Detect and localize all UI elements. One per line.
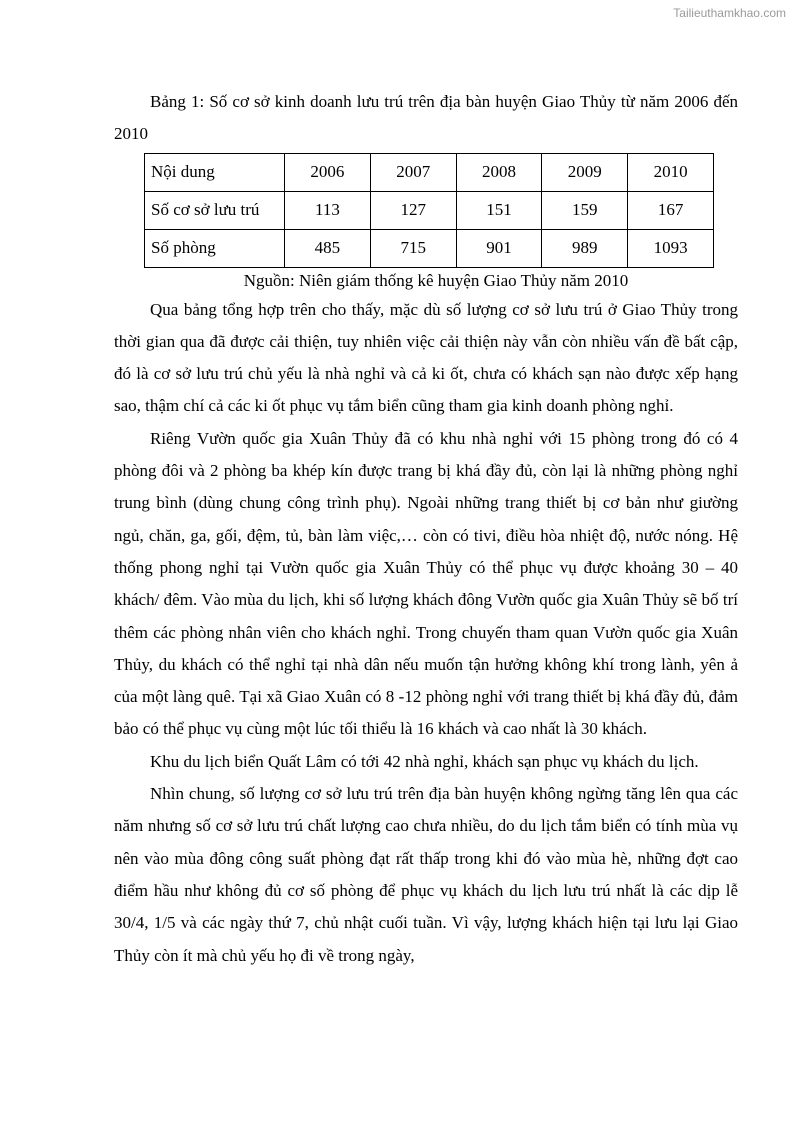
table-header-cell: 2008 [456,153,542,191]
table-cell: 485 [285,229,371,267]
table-row [145,229,714,267]
table-cell: 715 [370,229,456,267]
table-cell: Số phòng [145,229,285,267]
watermark: Tailieuthamkhao.com [673,6,786,20]
table-header-cell: 2006 [285,153,371,191]
table-cell: 989 [542,229,628,267]
table-source: Nguồn: Niên giám thống kê huyện Giao Thủy năm 2010 [243,270,629,290]
table-caption: Bảng 1: Số cơ sở kinh doanh lưu trú trên địa bàn huyện Giao Thủy từ năm 2006 đến 2010 [114,92,738,144]
table-cell: 113 [285,191,371,229]
table-cell: 901 [456,229,542,267]
table-row [145,191,714,229]
table-cell: 127 [370,191,456,229]
accommodation-table [144,153,714,268]
table-header-cell: 2007 [370,153,456,191]
paragraph: Nhìn chung, số lượng cơ sở lưu trú trên địa bàn huyện không ngừng tăng lên qua các năm nhưng số cơ sở lưu trú chất lượng cao chưa nhiều, do du lịch tắm biển có tính mùa vụ nên vào mùa đông công suất phòng đạt rất thấp trong khi đó vào mùa hè, những đợt cao điểm hầu như không đủ cơ số phòng để phục vụ khách du lịch lưu trú nhất là các dịp lễ 30/4, 1/5 và các ngày thứ 7, chủ nhật cuối tuần. Vì vậy, lượng khách hiện tại lưu lại Giao Thủy còn ít mà chủ yếu họ đi về trong ngày, [114,784,738,965]
table-header-row [145,153,714,191]
table-cell: 159 [542,191,628,229]
table-cell: 1093 [628,229,714,267]
table-cell: 167 [628,191,714,229]
document-body [114,86,738,972]
table-cell: 151 [456,191,542,229]
paragraph: Khu du lịch biển Quất Lâm có tới 42 nhà nghỉ, khách sạn phục vụ khách du lịch. [150,751,699,771]
table-header-cell: 2009 [542,153,628,191]
table-header-cell: 2010 [628,153,714,191]
paragraph: Qua bảng tổng hợp trên cho thấy, mặc dù số lượng cơ sở lưu trú ở Giao Thủy trong thời gian qua đã được cải thiện, tuy nhiên việc cải thiện này vẫn còn nhiều vấn đề bất cập, đó là cơ sở lưu trú chủ yếu là nhà nghỉ và cả ki ốt, chưa có khách sạn nào được xếp hạng sao, thậm chí cả các ki ốt phục vụ tắm biển cũng tham gia kinh doanh phòng nghỉ. [114,299,738,416]
table-header-cell: Nội dung [145,153,285,191]
paragraph: Riêng Vườn quốc gia Xuân Thủy đã có khu nhà nghỉ với 15 phòng trong đó có 4 phòng đôi và 2 phòng ba khép kín được trang bị khá đầy đủ, còn lại là những phòng nghỉ trung bình (dùng chung công trình phụ). Ngoài những trang thiết bị cơ bản như giường ngủ, chăn, ga, gối, đệm, tủ, bàn làm việc,… còn có tivi, điều hòa nhiệt độ, nước nóng. Hệ thống phong nghỉ tại Vườn quốc gia Xuân Thủy có thể phục vụ được khoảng 30 – 40 khách/ đêm. Vào mùa du lịch, khi số lượng khách đông Vườn quốc gia Xuân Thủy sẽ bố trí thêm các phòng nhân viên cho khách nghỉ. Trong chuyến tham quan Vườn quốc gia Xuân Thủy, du khách có thể nghỉ tại nhà dân nếu muốn tận hưởng không khí trong lành, yên ả của một làng quê. Tại xã Giao Xuân có 8 -12 phòng nghỉ với trang thiết bị khá đầy đủ, đảm bảo có thể phục vụ cùng một lúc tối thiểu là 16 khách và cao nhất là 30 khách. [114,428,738,739]
table-cell: Số cơ sở lưu trú [145,191,285,229]
